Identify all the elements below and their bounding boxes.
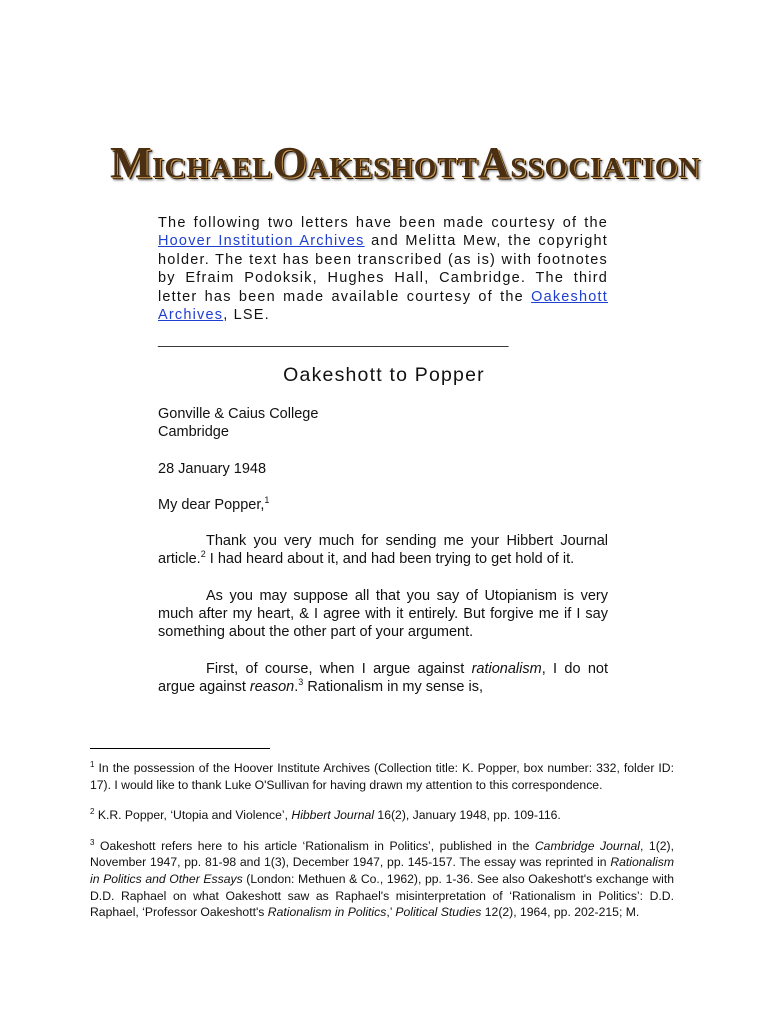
footnote: $^1$ In the possession of the Hoover Institute Archives (Collection title: K. Popper, box number: 332, folder ID: 17). I would like to thank Luke O'Sullivan for having drawn my attention to this correspondence. [90, 760, 674, 792]
letter-paragraph: Thank you very much for sending me your Hibbert Journal article.$^2$ I had heard about it, and had been trying to get hold of it. [158, 533, 608, 568]
address-line: Cambridge [158, 424, 229, 441]
footnote-divider [90, 748, 270, 749]
logo-word: AKESHOTT [307, 152, 478, 184]
letter-date: 28 January 1948 [158, 460, 267, 477]
salutation: My dear Popper,$^1$ [158, 494, 270, 513]
letter-paragraph: As you may suppose all that you say of Utopianism is very much after my heart, & I agree with it entirely. But forgive me if I say something about the other part of your argument. [158, 587, 608, 641]
logo-word: SSOCIATION [510, 152, 701, 184]
logo-word: ICHAEL [152, 152, 273, 184]
footnote-ref[interactable]: 3 [298, 676, 304, 687]
oakeshott-archives-link[interactable]: Oakeshott Archives [158, 288, 608, 324]
logo-letter: A [477, 138, 511, 187]
association-logo [110, 138, 701, 188]
hoover-archives-link[interactable]: Hoover Institution Archives [158, 233, 365, 250]
separator-line: _____________________________________________ [158, 331, 509, 347]
footnote-ref[interactable]: 1 [264, 494, 270, 505]
letter-paragraph: First, of course, when I argue against rationalism, I do not argue against reason.$^3$ Rationalism in my sense is, [158, 660, 608, 695]
address-line: Gonville & Caius College [158, 406, 319, 422]
intro-paragraph: The following two letters have been made courtesy of the Hoover Institution Archives and Melitta Mew, the copyright holder. The text has been transcribed (as is) with footnotes by Efraim Podoksik, Hughes Hall, Cambridge. The third letter has been made available courtesy of the Oakeshott Archives, LSE. [158, 215, 608, 324]
footnote: $^2$ K.R. Popper, ‘Utopia and Violence’, Hibbert Journal 16(2), January 1948, pp. 109-116. [90, 807, 561, 823]
footnotes [90, 760, 674, 921]
footnote-ref[interactable]: 2 [200, 549, 206, 560]
letter-body [158, 405, 608, 696]
letter-title: Oakeshott to Popper [283, 364, 485, 386]
logo-letter: M [110, 138, 153, 187]
logo-letter: O [272, 138, 308, 187]
footnote: $^3$ Oakeshott refers here to his article ‘Rationalism in Politics’, published in the Cambridge Journal, 1(2), November 1947, pp. 81-98 and 1(3), December 1947, pp. 145-157. The essay was reprinted in Rationalism in Politics and Other Essays (London: Methuen & Co., 1962), pp. 1-36. See also Oakeshott's exchange with D.D. Raphael on what Oakeshott saw as Raphael's misinterpretation of ‘Rationalism in Politics’: D.D. Raphael, ‘Professor Oakeshott's Rationalism in Politics,’ Political Studies 12(2), 1964, pp. 202-215; M. [90, 837, 675, 920]
